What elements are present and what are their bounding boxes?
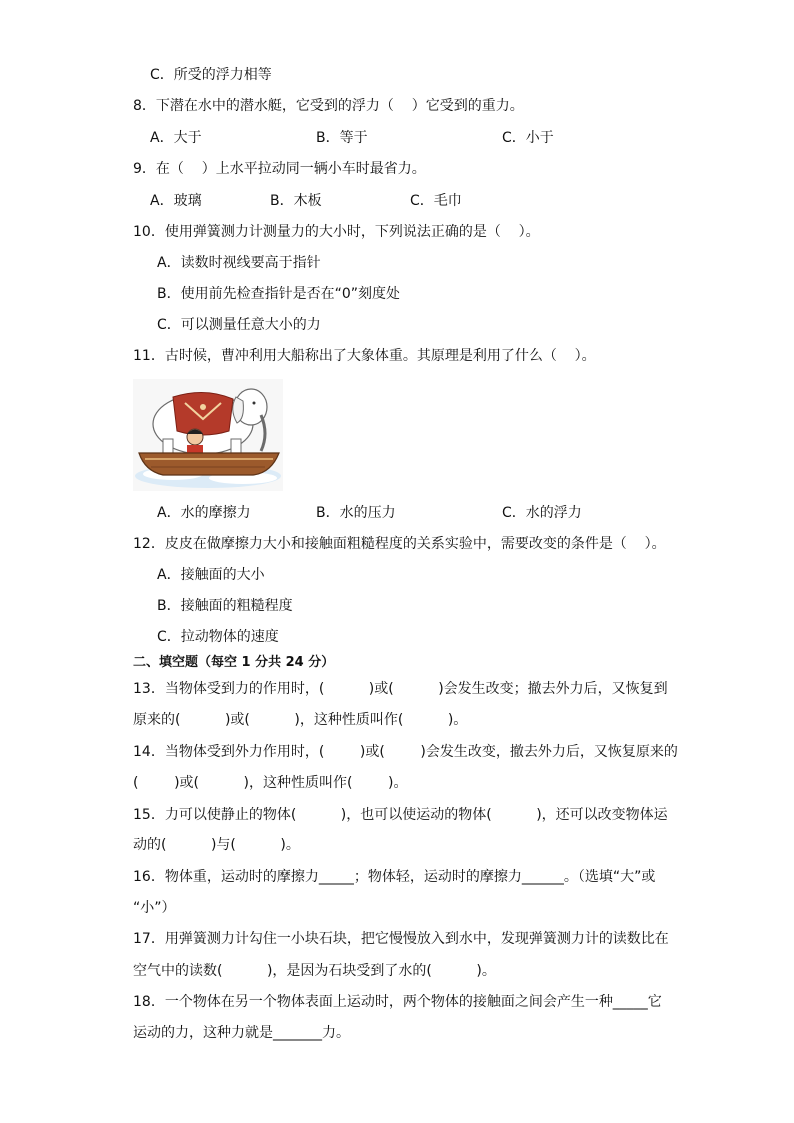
q14-line1: 14．当物体受到外力作用时，( )或( )会发生改变，撤去外力后，又恢复原来的 bbox=[133, 744, 678, 760]
q12-stem: 12．皮皮在做摩擦力大小和接触面粗糙程度的关系实验中，需要改变的条件是（ ）。 bbox=[133, 536, 666, 552]
q8-option-b: B．等于 bbox=[316, 130, 368, 146]
q18-line2: 运动的力，这种力就是_______力。 bbox=[133, 1025, 350, 1041]
q10-option-c: C．可以测量任意大小的力 bbox=[157, 317, 321, 333]
q15-line1: 15．力可以使静止的物体( )，也可以使运动的物体( )，还可以改变物体运 bbox=[133, 807, 668, 823]
q10-stem: 10．使用弹簧测力计测量力的大小时，下列说法正确的是（ ）。 bbox=[133, 224, 540, 240]
q16-line2: “小”） bbox=[133, 900, 176, 916]
q11-option-b: B．水的压力 bbox=[316, 505, 396, 521]
q8-option-c: C．小于 bbox=[502, 130, 554, 146]
q12-option-c: C．拉动物体的速度 bbox=[157, 629, 279, 645]
q12-option-a: A．接触面的大小 bbox=[157, 567, 265, 583]
q13-line1: 13．当物体受到力的作用时，( )或( )会发生改变；撤去外力后，又恢复到 bbox=[133, 681, 668, 697]
q10-option-b: B．使用前先检查指针是否在“0”刻度处 bbox=[157, 286, 401, 302]
q11-stem: 11．古时候，曹冲利用大船称出了大象体重。其原理是利用了什么（ ）。 bbox=[133, 348, 596, 364]
cao-chong-weighs-elephant-illustration bbox=[133, 379, 283, 491]
q17-line2: 空气中的读数( )，是因为石块受到了水的( )。 bbox=[133, 963, 496, 979]
q11-option-c: C．水的浮力 bbox=[502, 505, 582, 521]
q9-stem: 9．在（ ）上水平拉动同一辆小车时最省力。 bbox=[133, 161, 426, 177]
section-heading: 二、填空题（每空 1 分共 24 分） bbox=[133, 655, 335, 670]
q9-option-a: A．玻璃 bbox=[150, 193, 202, 209]
q12-option-b: B．接触面的粗糙程度 bbox=[157, 598, 293, 614]
q10-option-a: A．读数时视线要高于指针 bbox=[157, 255, 321, 271]
q9-option-c: C．毛巾 bbox=[410, 193, 462, 209]
q16-line1: 16．物体重，运动时的摩擦力_____；物体轻，运动时的摩擦力______。（选填“大”或 bbox=[133, 869, 656, 885]
q7-option-c: C．所受的浮力相等 bbox=[150, 67, 272, 83]
q8-stem: 8．下潜在水中的潜水艇，它受到的浮力（ ）它受到的重力。 bbox=[133, 98, 524, 114]
q17-line1: 17．用弹簧测力计勾住一小块石块，把它慢慢放入到水中，发现弹簧测力计的读数比在 bbox=[133, 931, 669, 947]
q14-line2: ( )或( )，这种性质叫作( )。 bbox=[133, 775, 408, 791]
q11-option-a: A．水的摩擦力 bbox=[157, 505, 251, 521]
q9-option-b: B．木板 bbox=[270, 193, 322, 209]
q8-option-a: A．大于 bbox=[150, 130, 202, 146]
q18-line1: 18．一个物体在另一个物体表面上运动时，两个物体的接触面之间会产生一种_____它 bbox=[133, 994, 662, 1010]
q15-line2: 动的( )与( )。 bbox=[133, 837, 300, 853]
q13-line2: 原来的( )或( )，这种性质叫作( )。 bbox=[133, 712, 468, 728]
